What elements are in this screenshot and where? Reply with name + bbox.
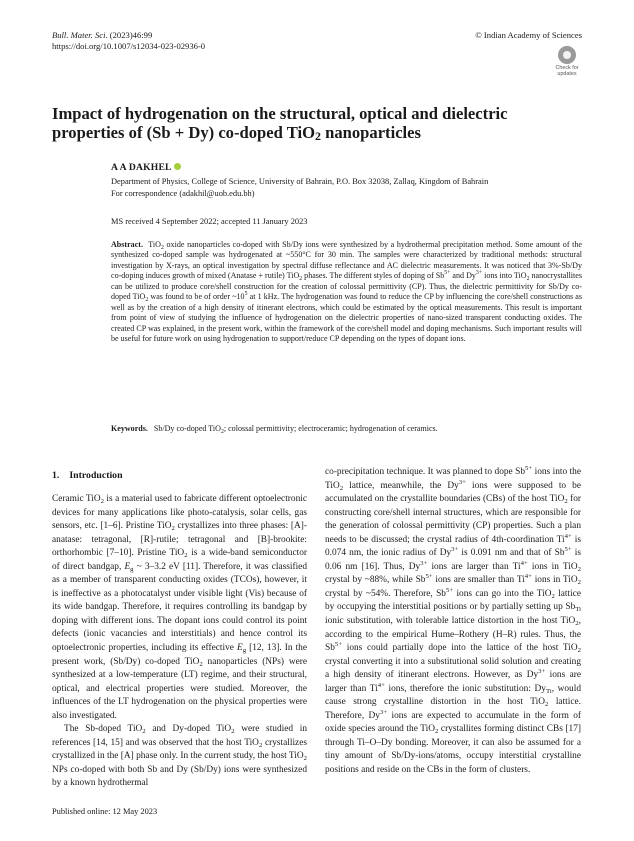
journal-volume: (2023)46:99 [107, 30, 153, 40]
abstract [111, 240, 582, 345]
author-name: A A DAKHEL [111, 162, 181, 173]
journal-name: Bull. Mater. Sci. [52, 30, 108, 40]
keywords-text: Sb/Dy co-doped TiO$_2$; colossal permittivity; electroceramic; hydrogenation of ceramics. [153, 424, 438, 435]
doi-link[interactable]: https://doi.org/10.1007/s12034-023-02936-0 [52, 41, 206, 51]
section-heading-introduction [52, 470, 123, 481]
published-date: Published online: 12 May 2023 [52, 807, 158, 816]
check-for-updates-badge[interactable] [549, 46, 585, 78]
check-for-updates-icon [558, 46, 576, 64]
keywords-label: Keywords. [111, 424, 148, 433]
copyright-notice: © Indian Academy of Sciences [475, 30, 582, 40]
affiliation: Department of Physics, College of Science, University of Bahrain, P.O. Box 32038, Zallaq, Kingdom of Bahrain [111, 177, 489, 186]
orcid-icon[interactable] [174, 163, 181, 170]
journal-header [52, 30, 205, 52]
section-number: 1. [52, 470, 60, 481]
correspondence: For correspondence (adakhil@uob.edu.bh) [111, 188, 255, 198]
article-title: Impact of hydrogenation on the structural, optical and dielectric properties of (Sb + Dy) co-doped TiO$_2$ nanoparticles [52, 104, 508, 143]
affiliation-block [111, 176, 591, 199]
abstract-label: Abstract. [111, 240, 143, 249]
badge-label: Check for updates [555, 65, 579, 77]
received-dates: MS received 4 September 2022; accepted 11 January 2023 [111, 217, 308, 226]
body-text-left-column: Ceramic TiO$_2$ is a material used to fabricate different optoelectronic devices for many applications like photo-catalysis, solar cells, gas sensors, etc. [1–6]. Pristine TiO$_2$ crystallizes into three phases: [A]-anatase: tetragonal, [R]-rutile; tetragonal and [B]-brookite: orthorhombic [7–10]. Pristine TiO$_2$ is a wide-band semiconductor of direct bandgap, $E_g$ ~ 3–3.2 eV [11]. Therefore, it was classified as a member of transparent conducting oxides (TCOs), however, it is ineffective as a photocatalyst under visible light (Vis) because of its wide bandgap. Therefore, it requires controlling its bandgap by doping with different ions. The dopant ions could control its point defects (ionic vacancies and interstitials) and hence control its optoelectronic properties, including its effective $E_g$ [12, 13]. In the present work, (Sb/Dy) co-doped TiO$_2$ nanoparticles (NPs) were synthesized at a low-temperature (LT) regime, and their structural, optical, and electrical properties were studied. Moreover, the influences of the LT hydrogenation on the physical properties were also investigated. The Sb-doped TiO$_2$ and Dy-doped TiO$_2$ were studied in references [14, 15] and was observed that the host TiO$_2$ crystallizes crystallized in the [A] phase only. In the current study, the host TiO$_2$ NPs co-doped with both Sb and Dy (Sb/Dy) ions were synthesized by a known hydrothermal [52, 494, 308, 789]
keywords [111, 424, 582, 433]
section-title: Introduction [69, 470, 123, 481]
body-text-right-column: co-precipitation technique. It was planned to dope $Sb^{5+}$ ions into the TiO$_2$ lattice, meanwhile, the $Dy^{3+}$ ions were supposed to be accumulated on the crystallite boundaries (CBs) of the host TiO$_2$ for constructing core/shell internal structures, which are responsible for the generation of colossal permittivity (CP) properties. Such a plan needs to be discussed; the crystal radius of 4th-coordination $Ti^{4+}$ is 0.074 nm, the ionic radius of $Dy^{3+}$ is 0.091 nm and that of $Sb^{5+}$ is 0.06 nm [16]. Thus, $Dy^{3+}$ ions are larger than $Ti^{4+}$ ions in TiO$_2$ crystal by ~88%, while $Sb^{5+}$ ions are smaller than $Ti^{4+}$ ions in TiO$_2$ crystal by ~54%. Therefore, $Sb^{5+}$ ions can go into the TiO$_2$ lattice by occupying the interstitial positions or by partially setting up $Sb_{Ti}$ ionic substitution, with tolerable lattice distortion in the host TiO$_2$, according to the empirical Hume–Rothery (H–R) rules. Thus, the $Sb^{5+}$ ions could partially dope into the lattice of the host TiO$_2$ crystal converting it into a substitutional solid solution and creating a high density of itinerant electrons. However, as $Dy^{3+}$ ions are larger than $Ti^{4+}$ ions, therefore the ionic substitution: $Dy_{Ti}$, would cause strong crystalline distortion in the host TiO$_2$ lattice. Therefore, $Dy^{3+}$ ions are expected to accumulate in the form of oxide species around the TiO$_2$ crystallites forming distinct CBs [17] through Ti–O–Dy bonding. Moreover, it can also be assumed for a tiny amount of Sb/Dy-ions/atoms, occupy interstitial crystalline positions and reside on the CBs in the form of clusters. [325, 465, 582, 776]
abstract-text: TiO$_2$ oxide nanoparticles co-doped with Sb/Dy ions were synthesized by a hydrothermal precipitation method. Some amount of the synthesized co-doped sample was hydrogenated at ~550°C for 30 min. The samples were characterized by traditional methods: structural investigation by X-rays, an optical investigation by spectral diffuse reflectance and AC dielectric measurements. It was noticed that 3%-Sb/Dy co-doping induces growth of mixed (Anatase + rutile) TiO$_2$ phases. The different styles of doping of $Sb^{5+}$ and $Dy^{3+}$ ions into TiO$_2$ nanocrystallites can be utilized to produce core/shell construction for the creation of colossal permittivity (CP). Thus, the dielectric permittivity for Sb/Dy co-doped TiO$_2$ was found to be of order $\sim 10^5$ at 1 kHz. The hydrogenation was found to reduce the CP by influencing the core/shell constructions as well as by the creation of a high density of itinerant electrons, which could be estimated by the optical measurements. This result is important from point of view of studying the influence of hydrogenation on the dielectric properties of nano-sized transparent conducting oxides. The created CP was explained, in the present work, within the framework of the core/shell model and doping mechanisms. Such important results will be useful for future work on using hydrogenation to support/reduce CP depending on the types of dopant ions. [111, 240, 583, 344]
journal-citation [52, 30, 205, 41]
